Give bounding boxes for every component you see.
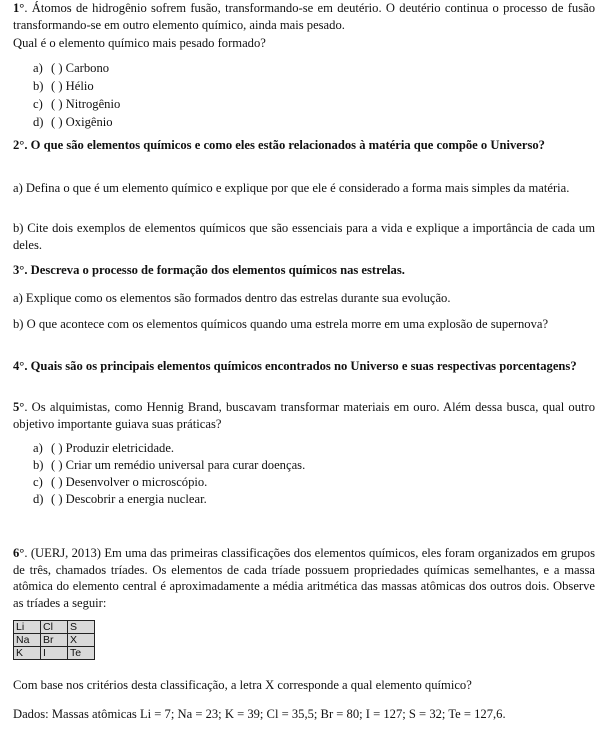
question-3-text: . Descreva o processo de formação dos elementos químicos nas estrelas.	[24, 263, 405, 277]
question-5-option-a: a) ( ) Produzir eletricidade.	[33, 441, 175, 455]
question-2-item-b: b) Cite dois exemplos de elementos químicos que são essenciais para a vida e explique a importância de cada um deles.	[13, 221, 595, 252]
question-6-prompt: Com base nos critérios desta classificação, a letra X corresponde a qual elemento químico?	[13, 678, 472, 692]
question-1-number: 1°	[13, 1, 25, 15]
triads-cell: Cl	[41, 621, 68, 634]
triads-cell: Li	[14, 621, 41, 634]
question-6-data: Dados: Massas atômicas Li = 7; Na = 23; K = 39; Cl = 35,5; Br = 80; I = 127; S = 32; Te = 127,6.	[13, 707, 506, 721]
triads-cell: Te	[68, 647, 95, 660]
triads-cell: S	[68, 621, 95, 634]
question-1-option-d: d) ( ) Oxigênio	[33, 115, 113, 129]
question-6-text: . (UERJ, 2013) Em uma das primeiras classificações dos elementos químicos, eles foram organizados em grupos de três, chamados tríades. Os elementos de cada tríade possuem propriedades químicas semelhantes, e a massa atômica do elemento central é aproximadamente a média aritmética das massas atômicas dos outros dois. Observe as tríades a seguir:	[13, 546, 595, 610]
triads-cell: I	[41, 647, 68, 660]
question-3-number: 3°	[13, 263, 25, 277]
triads-cell: Na	[14, 634, 41, 647]
question-5-text: . Os alquimistas, como Hennig Brand, buscavam transformar materiais em ouro. Além dessa busca, qual outro objetivo importante guiava suas práticas?	[13, 400, 595, 431]
question-1-option-a: a) ( ) Carbono	[33, 61, 110, 75]
question-6-number: 6°	[13, 546, 25, 560]
question-4	[13, 358, 595, 375]
triads-cell: K	[14, 647, 41, 660]
triads-table-row	[14, 621, 95, 634]
question-5-option-c: c) ( ) Desenvolver o microscópio.	[33, 475, 208, 489]
triads-cell: X	[68, 634, 95, 647]
question-1-option-c: c) ( ) Nitrogênio	[33, 97, 121, 111]
question-5-number: 5°	[13, 400, 25, 414]
question-1-text: . Átomos de hidrogênio sofrem fusão, transformando-se em deutério. O deutério continua o processo de fusão transformando-se em outro elemento químico, ainda mais pesado.	[13, 1, 595, 32]
question-1-option-b: b) ( ) Hélio	[33, 79, 94, 93]
question-3-item-b: b) O que acontece com os elementos químicos quando uma estrela morre em uma explosão de supernova?	[13, 317, 549, 331]
question-2	[13, 137, 595, 154]
triads-table-row	[14, 647, 95, 660]
question-5-option-d: d) ( ) Descobrir a energia nuclear.	[33, 492, 207, 506]
question-3-item-a: a) Explique como os elementos são formados dentro das estrelas durante sua evolução.	[13, 291, 451, 305]
question-5-option-b: b) ( ) Criar um remédio universal para curar doenças.	[33, 458, 306, 472]
question-5	[13, 399, 595, 432]
question-2-number: 2°	[13, 138, 25, 152]
question-3	[13, 262, 595, 279]
question-1	[13, 0, 595, 33]
triads-cell: Br	[41, 634, 68, 647]
question-2-item-a: a) Defina o que é um elemento químico e explique por que ele é considerado a forma mais simples da matéria.	[13, 181, 570, 195]
question-1-prompt: Qual é o elemento químico mais pesado formado?	[13, 36, 266, 50]
triads-table	[13, 620, 95, 660]
question-4-text: . Quais são os principais elementos químicos encontrados no Universo e suas respectivas porcentagens?	[24, 359, 577, 373]
triads-table-row	[14, 634, 95, 647]
question-4-number: 4°	[13, 359, 25, 373]
question-6	[13, 545, 595, 611]
question-2-text: . O que são elementos químicos e como eles estão relacionados à matéria que compõe o Universo?	[24, 138, 545, 152]
